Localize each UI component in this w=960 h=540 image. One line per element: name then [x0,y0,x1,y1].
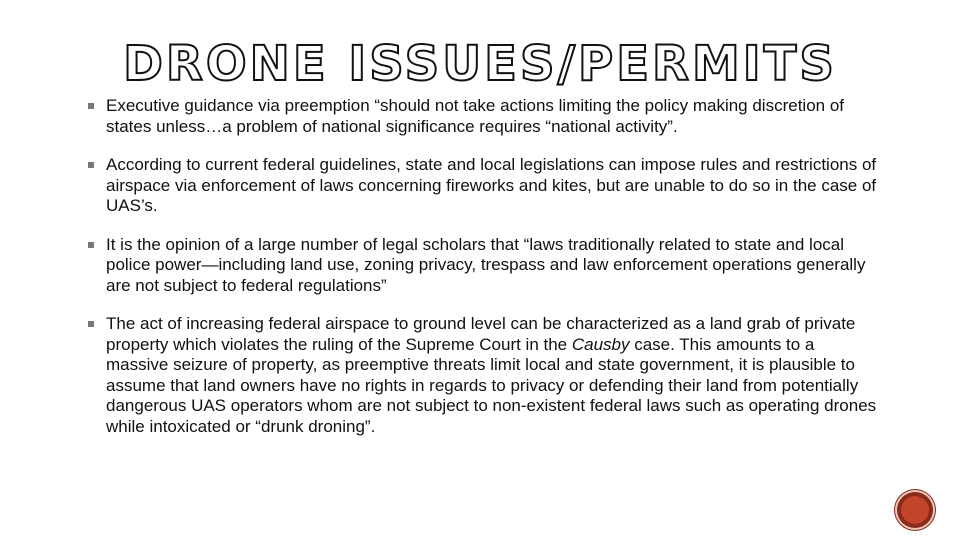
bullet-item-3 [88,235,878,297]
bullet-text-part: case. This amounts to a massive seizure of property, as preemptive threats limit local and state government, it is plausible to assume that land owners have no rights in regards to privacy or defending their land from potentially dangerous UAS operators whom are not subject to non-existent federal laws such as operating drones while intoxicated or “drunk droning”. [106,334,877,436]
bullet-text: Executive guidance via preemption “should not take actions limiting the policy making discretion of states unless…a problem of national significance requires “national activity”. [106,96,845,136]
bullet-text: It is the opinion of a large number of legal scholars that “laws traditionally related to state and local police power—including land use, zoning privacy, trespass and law enforcement operations generally are not subject to federal regulations” [106,234,866,295]
bullet-text: According to current federal guidelines, state and local legislations can impose rules and restrictions of airspace via enforcement of laws concerning fireworks and kites, but are unable to do so in the case of UAS’s. [106,155,877,215]
slide-number-badge-icon [897,492,933,528]
bullet-item-2 [88,155,878,217]
bullet-list [88,96,878,455]
bullet-text-part: The act of increasing federal airspace to ground level can be characterized as a land grab of private property which violates the ruling of the Supreme Court in the [106,314,856,354]
bullet-item-4 [88,314,878,437]
square-bullet-icon [88,162,94,168]
case-name-italic: Causby [571,334,630,354]
slide-title: DRONE ISSUES/PERMITS [123,36,837,92]
square-bullet-icon [88,242,94,248]
bullet-text [106,314,876,436]
square-bullet-icon [88,103,94,109]
bullet-item-1 [88,96,878,137]
badge-inner-circle [901,496,929,524]
square-bullet-icon [88,321,94,327]
